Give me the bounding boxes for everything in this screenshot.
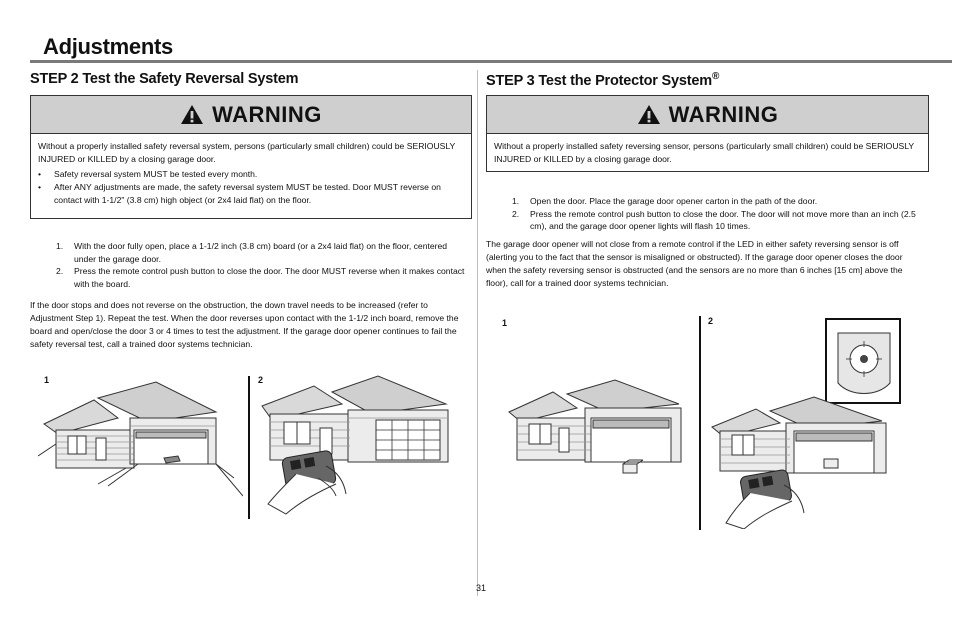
step2-heading: STEP 2 Test the Safety Reversal System (30, 71, 299, 87)
figure-number: 1 (502, 318, 508, 328)
step3-warning-band (487, 96, 928, 134)
step2-instructions (56, 240, 471, 290)
warning-triangle-icon (637, 104, 661, 125)
page-number: 31 (476, 583, 487, 593)
step3-paragraph: The garage door opener will not close from a remote control if the LED in either safety reversing sensor is off (alerting you to the fact that the sensor is misaligned or obstructed). If the garage door opener closes the door when the safety reversing sensor is obstructed (and the sensors are no more than 6 inches [15 cm] above the floor), call for a trained door systems technician. (486, 239, 903, 288)
warning-label: WARNING (668, 101, 779, 127)
page-title: Adjustments (43, 34, 173, 59)
warning-intro: Without a properly installed safety reversing sensor, persons (particularly small children) could be SERIOUSLY INJURED or KILLED by a closing garage door. (494, 141, 915, 164)
column-divider (477, 70, 478, 596)
warning-triangle-icon (180, 104, 204, 125)
house-open-door-illustration (38, 378, 243, 513)
warning-bullet-list (38, 168, 465, 207)
step3-warning-box (486, 95, 929, 172)
figure-number: 2 (708, 316, 714, 326)
figure-number: 2 (258, 375, 264, 385)
step2-warning-box (30, 95, 472, 219)
step3-heading: STEP 3 Test the Protector System® (486, 71, 720, 89)
house-closing-door-illustration (256, 374, 461, 516)
warning-bullet: • After ANY adjustments are made, the safety reversal system MUST be tested. Door MUST reverse on contact with 1-1/2" (3.8 cm) high object (or 2x4 laid flat) on the floor. (38, 181, 465, 207)
step2-warning-band (31, 96, 471, 134)
warning-label: WARNING (212, 101, 322, 127)
step2-warning-body (38, 140, 465, 207)
step3-warning-body (494, 140, 922, 166)
step3-instructions (512, 195, 922, 233)
list-item: 1. Open the door. Place the garage door opener carton in the path of the door. (512, 196, 818, 206)
step2-paragraph: If the door stops and does not reverse on the obstruction, the down travel needs to be increased (refer to Adjustment Step 1). Repeat the test. When the door reverses upon contact with the 1-1/2 inch board, remove the board and open/close the door 3 or 4 times to test the adjustment. If the garage door opener continues to fail the safety reversal test, call a trained door systems technician. (30, 300, 459, 349)
figure-number: 1 (44, 375, 50, 385)
house-sensor-callout-illustration (706, 317, 902, 529)
figure-divider (248, 376, 250, 519)
list-item: 2. Press the remote control push button to close the door. The door MUST reverse when it makes contact with the board. (56, 266, 465, 289)
figure-divider (699, 316, 701, 530)
registered-mark: ® (711, 71, 720, 82)
house-carton-illustration (503, 378, 693, 478)
list-item: 2. Press the remote control push button to close the door. The door will not move more than an inch (2.5 cm), and the garage door opener lights will flash 10 times. (512, 208, 916, 231)
list-item: 1. With the door fully open, place a 1-1/2 inch (3.8 cm) board (or a 2x4 laid flat) on the floor, centered under the garage door. (56, 241, 448, 264)
warning-bullet: • Safety reversal system MUST be tested every month. (38, 168, 465, 181)
warning-intro: Without a properly installed safety reversal system, persons (particularly small children) could be SERIOUSLY INJURED or KILLED by a closing garage door. (38, 141, 456, 164)
title-rule (30, 60, 952, 63)
